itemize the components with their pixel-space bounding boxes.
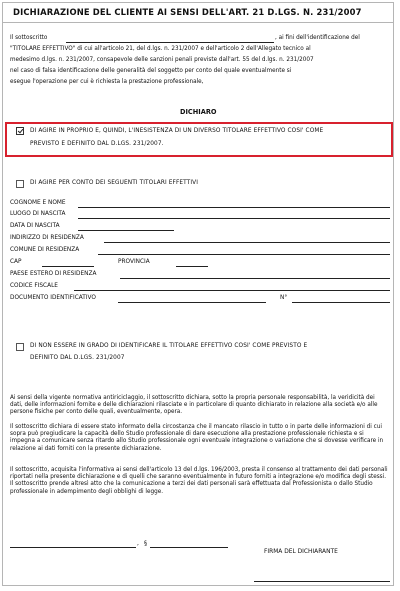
field-address-input[interactable] [104, 242, 390, 243]
declare-heading: DICHIARO [180, 108, 217, 116]
intro-line-3: medesimo d.lgs. n. 231/2007, consapevole delle sanzioni penali previste dall'art. 55 del d.lgs. n. 231/2007 [10, 57, 314, 63]
place-input-line[interactable] [10, 547, 136, 548]
field-address-label: INDIRIZZO DI RESIDENZA [10, 235, 84, 241]
option-unable-line-1: DI NON ESSERE IN GRADO DI IDENTIFICARE IL TITOLARE EFFETTIVO COSI' COME PREVISTO E [30, 343, 308, 349]
field-birth-date-label: DATA DI NASCITA [10, 223, 60, 229]
field-number-label: N° [280, 295, 288, 301]
footer-section-symbol: § [144, 540, 147, 547]
intro-line-5: esegue l'operazione per cui è richiesta la prestazione professionale, [10, 79, 204, 85]
legal-paragraph-2: Il sottoscritto dichiara di essere stato informato della circostanza che il mancato rilascio in tutto o in parte delle informazioni di cui sopra può pregiudicare la capacità dello Studio professionale di dare esecuzione alla prestazione professionale richiesta e si impegna a comunicare senza ritardo allo Studio professionale ogni eventuale integrazione o variazione che si dovesse verificare in relazione ai dati forniti con la presente dichiarazione. [10, 424, 384, 452]
intro-line-2: "TITOLARE EFFETTIVO" di cui all'articolo 21, del d.lgs. n. 231/2007 e dell'articolo 2 dell'Allegato tecnico al [10, 46, 311, 52]
field-foreign-country-label: PAESE ESTERO DI RESIDENZA [10, 271, 97, 277]
field-province-input[interactable] [176, 266, 208, 267]
field-id-document-input[interactable] [118, 302, 266, 303]
legal-paragraph-1: Ai sensi della vigente normativa antiriciclaggio, il sottoscritto dichiara, sotto la propria personale responsabilità, la veridicità dei dati, delle informazioni fornite e delle dichiarazioni rilasciate e in particolare di quanto dichiarato in relazione alla società e/o alle persone fisiche per conto delle quali, eventualmente, opera. [10, 395, 378, 416]
footer-comma: , [137, 540, 139, 547]
option-own-behalf-checkbox[interactable] [16, 127, 24, 135]
field-birth-date-input[interactable] [78, 230, 174, 231]
option-unable-line-2: DEFINITO DAL D.LGS. 231/2007 [30, 355, 125, 361]
field-birth-place-label: LUOGO DI NASCITA [10, 211, 66, 217]
field-foreign-country-input[interactable] [120, 278, 390, 279]
title-divider [3, 22, 393, 23]
field-province-label: PROVINCIA [118, 259, 150, 265]
option-own-behalf-line-1: DI AGIRE IN PROPRIO E, QUINDI, L'INESISTENZA DI UN DIVERSO TITOLARE EFFETTIVO COSI' COME [30, 128, 324, 134]
option-on-behalf-checkbox[interactable] [16, 180, 24, 188]
option-unable-checkbox[interactable] [16, 343, 24, 351]
field-cap-label: CAP [10, 259, 22, 265]
option-own-behalf-line-2: PREVISTO E DEFINITO DAL D.LGS. 231/2007. [30, 141, 164, 147]
field-birth-place-input[interactable] [78, 218, 390, 219]
field-cap-input[interactable] [42, 266, 94, 267]
field-tax-code-input[interactable] [74, 290, 390, 291]
date-input-line[interactable] [150, 547, 228, 548]
form-frame [2, 2, 394, 586]
form-title: DICHIARAZIONE DEL CLIENTE AI SENSI DELL'ART. 21 D.LGS. N. 231/2007 [13, 7, 362, 17]
signature-input-line[interactable] [254, 581, 390, 582]
field-id-document-label: DOCUMENTO IDENTIFICATIVO [10, 295, 96, 301]
intro-line-1b: , ai fini dell'identificazione del [275, 35, 360, 41]
signature-label: FIRMA DEL DICHIARANTE [264, 549, 338, 555]
field-name-label: COGNOME E NOME [10, 200, 66, 206]
field-number-input[interactable] [292, 302, 390, 303]
field-tax-code-label: CODICE FISCALE [10, 283, 58, 289]
field-name-input[interactable] [78, 207, 390, 208]
intro-line-1a: Il sottoscritto [10, 35, 48, 41]
option-on-behalf-label: DI AGIRE PER CONTO DEI SEGUENTI TITOLARI EFFETTIVI [30, 180, 199, 186]
name-input-line[interactable] [66, 42, 274, 43]
field-city-input[interactable] [98, 254, 390, 255]
intro-line-4: nel caso di falsa identificazione delle generalità del soggetto per conto del quale eventualmente si [10, 68, 292, 74]
legal-paragraph-3: Il sottoscritto, acquisita l'informativa ai sensi dell'articolo 13 del d.lgs. 196/2003, presta il consenso al trattamento dei dati personali riportati nella presente dichiarazione e di quelli che saranno eventualmente in futuro forniti a integrazione e/o modifica degli stessi. Il sottoscritto prende altresì atto che la comunicazione a terzi dei dati personali sarà effettuata dal Professionista o dallo Studio professionale in adempimento degli obblighi di legge. [10, 467, 388, 495]
field-city-label: COMUNE DI RESIDENZA [10, 247, 80, 253]
